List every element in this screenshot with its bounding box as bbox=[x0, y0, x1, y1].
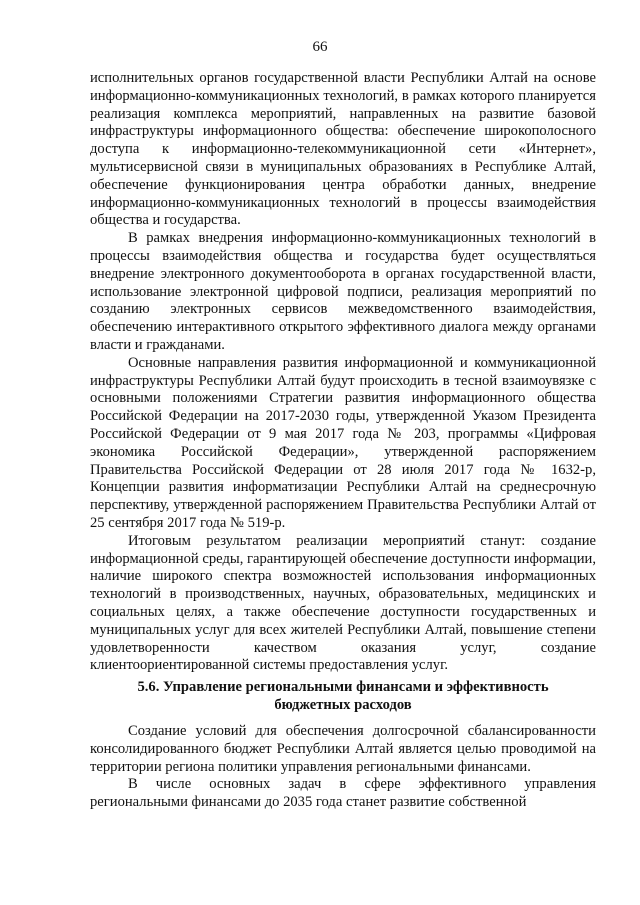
section-heading-line-2: бюджетных расходов bbox=[274, 697, 412, 713]
paragraph-continuation: исполнительных органов государственной власти Республики Алтай на основе информационно-коммуникационных технологий, в рамках которого планируется реализация комплекса мероприятий, направленных на развитие базовой инфраструктуры информационного общества: обеспечение широкополосного доступа к информационно-телекоммуникационной сети «Интернет», мультисервисной связи в муниципальных образованиях в Республике Алтай, обеспечение функционирования центра обработки данных, внедрение информационно-коммуникационных технологий в процессы взаимодействия общества и государства. bbox=[90, 70, 596, 229]
paragraph-infrastructure-directions: Основные направления развития информационной и коммуникационной инфраструктуры Республики Алтай будут происходить в тесной взаимоувязке с основными положениями Стратегии развития информационного общества Российской Федерации на 2017-2030 годы, утвержденной Указом Президента Российской Федерации от 9 мая 2017 года № 203, программы «Цифровая экономика Российской Федерации», утвержденной распоряжением Правительства Российской Федерации от 28 июля 2017 года № 1632-р, Концепции развития информатизации Республики Алтай на среднесрочную перспективу, утвержденной распоряжением Правительства Республики Алтай от 25 сентября 2017 года № 519-р. bbox=[90, 354, 596, 531]
paragraph-ict-interaction: В рамках внедрения информационно-коммуникационных технологий в процессы взаимодействия общества и государства будет осуществляться внедрение электронного документооборота в органах государственной власти, использование электронной цифровой подписи, реализация мероприятий по созданию электронных сервисов межведомственного взаимодействия, обеспечению интерактивного открытого эффективного диалога между органами власти и гражданами. bbox=[90, 230, 596, 353]
paragraph-tasks: В числе основных задач в сфере эффективного управления региональными финансами до 2035 года станет развитие собственной bbox=[90, 776, 596, 811]
paragraph-budget-balance: Создание условий для обеспечения долгосрочной сбалансированности консолидированного бюджет Республики Алтай является целью проводимой на территории региона политики управления региональными финансами. bbox=[90, 723, 596, 775]
paragraph-results: Итоговым результатом реализации мероприятий станут: создание информационной среды, гарантирующей обеспечение доступности информации, наличие широкого спектра возможностей использования информационных технологий в производственных, научных, образовательных, медицинских и социальных целях, а также обеспечение доступности государственных и муниципальных услуг для всех жителей Республики Алтай, повышение степени удовлетворенности качеством оказания услуг, создание клиентоориентированной системы предоставления услуг. bbox=[90, 532, 596, 674]
section-heading bbox=[90, 678, 596, 714]
body-text-bottom bbox=[90, 723, 596, 812]
page-number: 66 bbox=[312, 39, 328, 55]
body-text-top bbox=[90, 70, 596, 675]
section-heading-line-1: 5.6. Управление региональными финансами и эффективность bbox=[137, 679, 549, 695]
